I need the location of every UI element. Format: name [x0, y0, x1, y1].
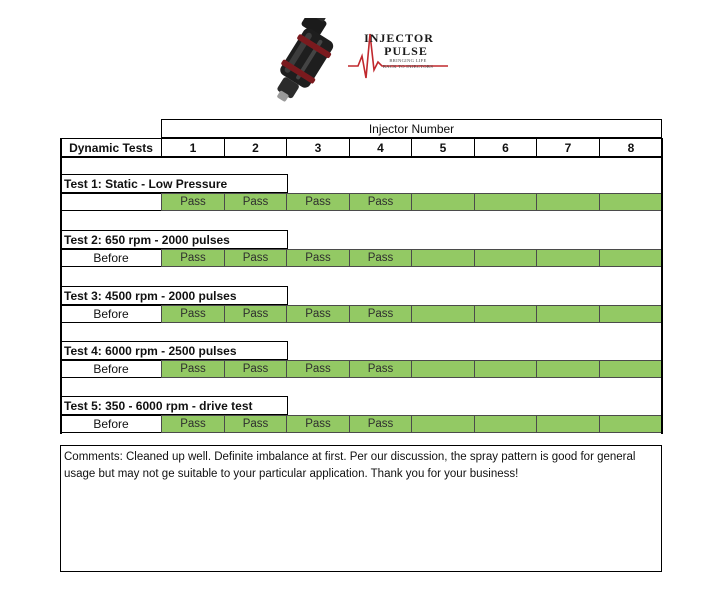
column-header-2: 2 — [224, 138, 287, 157]
result-cell-test3-injector2: Pass — [224, 305, 287, 323]
test-row-label-1 — [60, 193, 162, 211]
dynamic-tests-header: Dynamic Tests — [60, 138, 162, 157]
result-cell-test2-injector6 — [474, 249, 537, 267]
result-cell-test5-injector8 — [599, 415, 663, 433]
logo-tagline-line2: BACK TO INJECTORS — [382, 63, 434, 69]
result-cell-test1-injector5 — [411, 193, 475, 211]
result-cell-test2-injector2: Pass — [224, 249, 287, 267]
test-row-label-5: Before — [60, 415, 162, 433]
comments-box — [60, 445, 662, 572]
result-cell-test1-injector3: Pass — [286, 193, 350, 211]
column-header-4: 4 — [349, 138, 412, 157]
test-row-label-4: Before — [60, 360, 162, 378]
result-cell-test3-injector6 — [474, 305, 537, 323]
result-cell-test2-injector1: Pass — [161, 249, 225, 267]
result-cell-test5-injector6 — [474, 415, 537, 433]
column-header-1: 1 — [161, 138, 225, 157]
logo-brand-line2: PULSE — [384, 44, 428, 58]
result-cell-test2-injector8 — [599, 249, 663, 267]
result-cell-test2-injector4: Pass — [349, 249, 412, 267]
result-cell-test5-injector3: Pass — [286, 415, 350, 433]
result-cell-test5-injector1: Pass — [161, 415, 225, 433]
test-title-1: Test 1: Static - Low Pressure — [60, 174, 288, 193]
result-cell-test4-injector2: Pass — [224, 360, 287, 378]
result-cell-test1-injector4: Pass — [349, 193, 412, 211]
company-logo — [262, 18, 442, 118]
test-row-label-3: Before — [60, 305, 162, 323]
result-cell-test1-injector1: Pass — [161, 193, 225, 211]
column-header-3: 3 — [286, 138, 350, 157]
result-cell-test4-injector1: Pass — [161, 360, 225, 378]
column-header-5: 5 — [411, 138, 475, 157]
test-title-3: Test 3: 4500 rpm - 2000 pulses — [60, 286, 288, 305]
result-cell-test4-injector7 — [536, 360, 600, 378]
result-cell-test5-injector7 — [536, 415, 600, 433]
test-row-label-2: Before — [60, 249, 162, 267]
result-cell-test1-injector6 — [474, 193, 537, 211]
column-header-7: 7 — [536, 138, 600, 157]
result-cell-test4-injector6 — [474, 360, 537, 378]
result-cell-test3-injector1: Pass — [161, 305, 225, 323]
result-cell-test4-injector8 — [599, 360, 663, 378]
logo-tagline-line1: BRINGING LIFE — [389, 58, 427, 63]
result-cell-test1-injector8 — [599, 193, 663, 211]
result-cell-test3-injector3: Pass — [286, 305, 350, 323]
logo-brand-line1: INJECTOR — [364, 31, 434, 45]
result-cell-test5-injector4: Pass — [349, 415, 412, 433]
result-cell-test2-injector5 — [411, 249, 475, 267]
result-cell-test5-injector2: Pass — [224, 415, 287, 433]
table-header-rule — [60, 156, 662, 158]
result-cell-test3-injector8 — [599, 305, 663, 323]
column-header-8: 8 — [599, 138, 663, 157]
result-cell-test1-injector2: Pass — [224, 193, 287, 211]
result-cell-test3-injector7 — [536, 305, 600, 323]
table-left-edge — [60, 138, 62, 434]
column-header-6: 6 — [474, 138, 537, 157]
injector-number-header: Injector Number — [161, 119, 662, 138]
result-cell-test4-injector5 — [411, 360, 475, 378]
test-title-4: Test 4: 6000 rpm - 2500 pulses — [60, 341, 288, 360]
test-title-5: Test 5: 350 - 6000 rpm - drive test — [60, 396, 288, 415]
result-cell-test4-injector3: Pass — [286, 360, 350, 378]
comments-text: Comments: Cleaned up well. Definite imbalance at first. Per our discussion, the spray pattern is good for general usage but may not ge suitable to your particular application. Thank you for your business! — [64, 451, 636, 480]
logo-wordmark — [354, 32, 444, 69]
result-cell-test3-injector4: Pass — [349, 305, 412, 323]
result-cell-test2-injector7 — [536, 249, 600, 267]
result-cell-test2-injector3: Pass — [286, 249, 350, 267]
result-cell-test3-injector5 — [411, 305, 475, 323]
test-title-2: Test 2: 650 rpm - 2000 pulses — [60, 230, 288, 249]
table-right-edge — [661, 138, 663, 434]
result-cell-test1-injector7 — [536, 193, 600, 211]
result-cell-test5-injector5 — [411, 415, 475, 433]
result-cell-test4-injector4: Pass — [349, 360, 412, 378]
